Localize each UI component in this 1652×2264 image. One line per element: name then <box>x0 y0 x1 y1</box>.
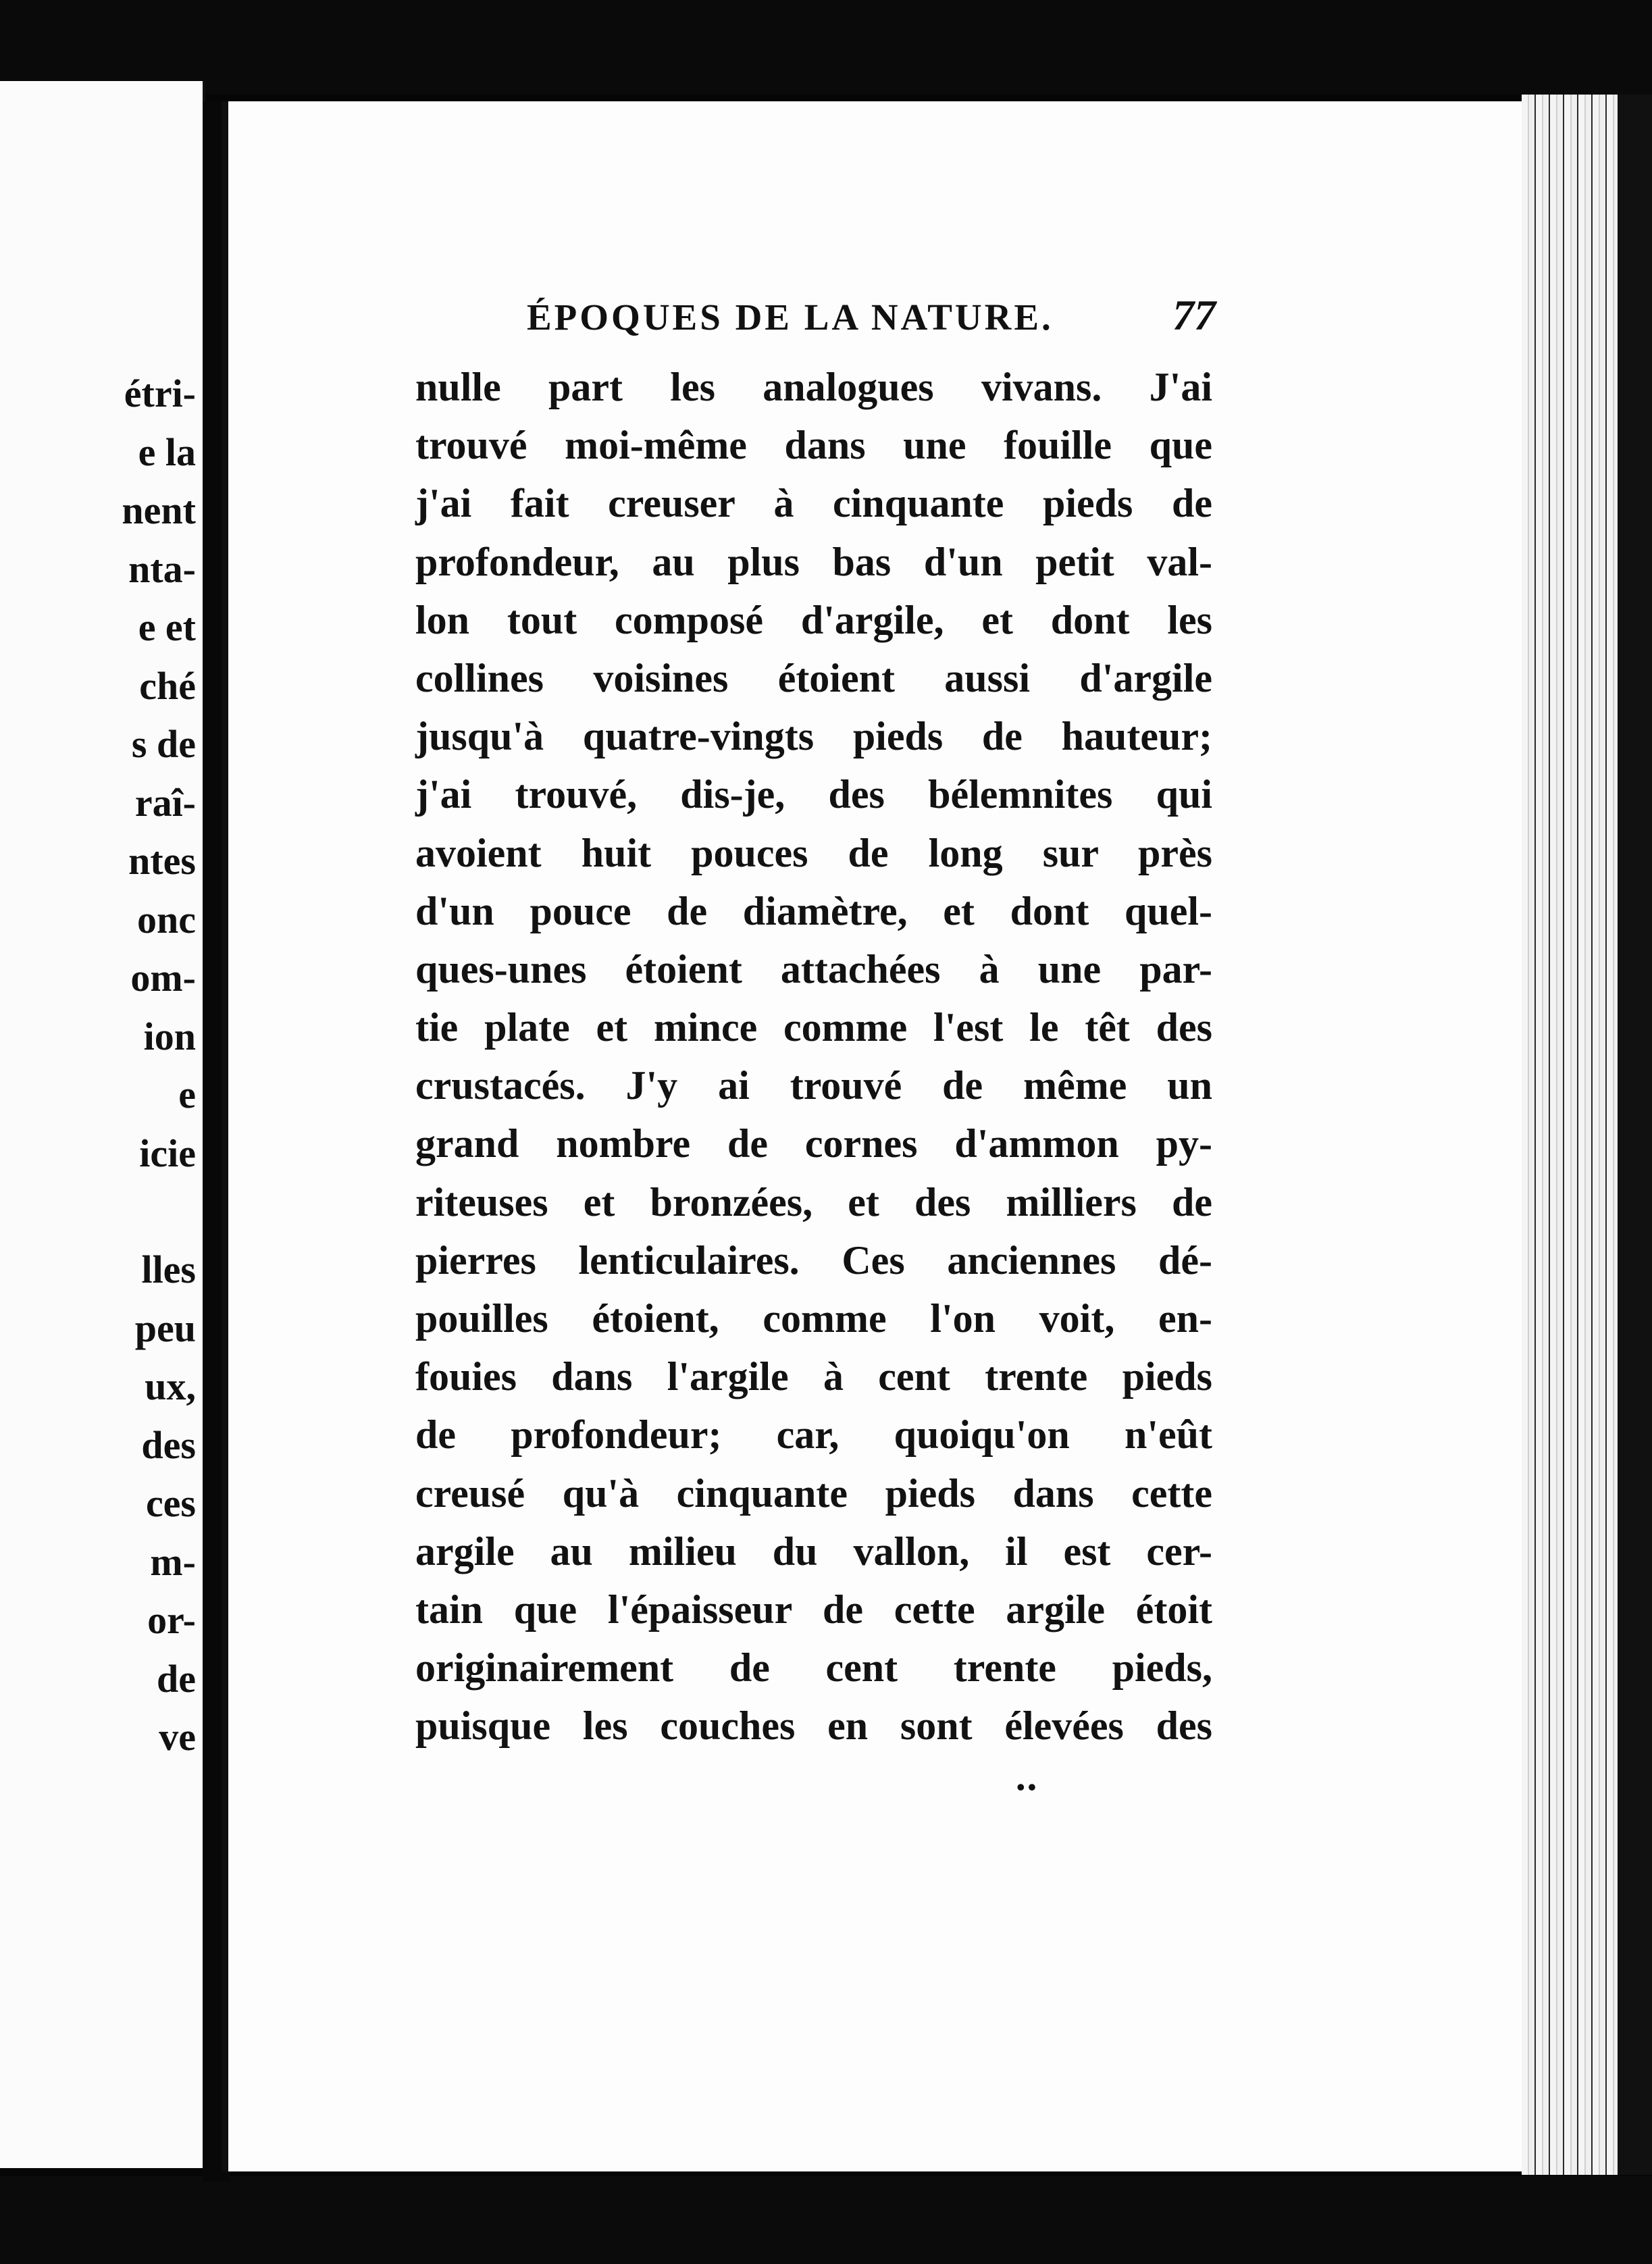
left-page-fragment: ion <box>143 1014 196 1058</box>
left-page-fragment: e la <box>138 430 196 474</box>
body-text <box>415 358 1212 1755</box>
text-line: profondeur, au plus bas d'un petit val- <box>415 539 1212 584</box>
scan-top-border <box>0 0 1652 95</box>
text-line: ques-unes étoient attachées à une par- <box>415 946 1212 992</box>
running-head-title: ÉPOQUES DE LA NATURE. <box>527 297 1054 338</box>
text-line: argile au milieu du vallon, il est cer- <box>415 1528 1212 1574</box>
left-page-fragment: des <box>141 1422 196 1467</box>
text-line: j'ai fait creuser à cinquante pieds de <box>415 481 1212 526</box>
left-page-fragment: peu <box>134 1306 196 1350</box>
left-page-fragment: ces <box>145 1481 196 1525</box>
text-line: tain que l'épaisseur de cette argile étoit <box>415 1587 1212 1632</box>
left-page-fragment: e <box>178 1073 196 1116</box>
text-line: pierres lenticulaires. Ces anciennes dé- <box>415 1237 1212 1283</box>
text-line: fouies dans l'argile à cent trente pieds <box>415 1354 1212 1399</box>
left-page-fragment: e et <box>138 605 196 649</box>
page-number: 77 <box>1172 291 1216 339</box>
left-page-fragment: ve <box>159 1715 196 1759</box>
left-page-fragment: raî- <box>134 780 196 825</box>
text-line: jusqu'à quatre-vingts pieds de hauteur; <box>415 714 1212 759</box>
text-line: j'ai trouvé, dis-je, des bélemnites qui <box>415 772 1212 817</box>
left-page-fragment: nta- <box>128 546 196 591</box>
text-line: crustacés. J'y ai trouvé de même un <box>415 1063 1212 1108</box>
left-page-fragment: m- <box>150 1539 196 1584</box>
text-line: collines voisines étoient aussi d'argile <box>415 655 1212 700</box>
text-line: grand nombre de cornes d'ammon py- <box>415 1121 1212 1166</box>
left-page-fragment: ux, <box>145 1364 196 1408</box>
left-page-fragment: nent <box>122 488 196 532</box>
page-stack-edge <box>1522 95 1623 2175</box>
text-line: originairement de cent trente pieds, <box>415 1645 1212 1691</box>
scan-right-border <box>1618 95 1652 2175</box>
scan-bottom-border <box>0 2176 1652 2264</box>
left-page-fragment: or- <box>147 1598 196 1642</box>
text-line: pouilles étoient, comme l'on voit, en- <box>415 1296 1212 1341</box>
left-page-fragment: icie <box>139 1131 196 1175</box>
left-page-fragment: s de <box>131 722 196 766</box>
left-page-fragment: om- <box>130 956 196 1000</box>
text-line: puisque les couches en sont élevées des <box>415 1703 1212 1749</box>
left-page-fragment: étri- <box>124 371 196 415</box>
left-page-fragment: ntes <box>128 839 196 883</box>
signature-mark: •• <box>1016 1774 1039 1801</box>
left-page-fragment: onc <box>137 897 196 942</box>
text-line: creusé qu'à cinquante pieds dans cette <box>415 1470 1212 1516</box>
left-page-fragment: de <box>157 1656 196 1701</box>
text-line: nulle part les analogues vivans. J'ai <box>415 365 1212 409</box>
text-line: trouvé moi-même dans une fouille que <box>415 423 1212 468</box>
text-line: d'un pouce de diamètre, et dont quel- <box>415 888 1212 933</box>
left-page-fragment: ché <box>139 663 196 708</box>
running-head <box>527 290 1216 351</box>
text-line: lon tout composé d'argile, et dont les <box>415 597 1212 642</box>
text-line: riteuses et bronzées, et des milliers de <box>415 1179 1212 1225</box>
text-line: de profondeur; car, quoiqu'on n'eût <box>415 1412 1212 1458</box>
text-line: avoient huit pouces de long sur près <box>415 830 1212 875</box>
text-line: tie plate et mince comme l'est le têt des <box>415 1005 1212 1050</box>
left-page-text-fragments <box>54 365 196 1767</box>
left-page-fragment: lles <box>141 1247 196 1291</box>
left-page <box>0 81 205 2168</box>
